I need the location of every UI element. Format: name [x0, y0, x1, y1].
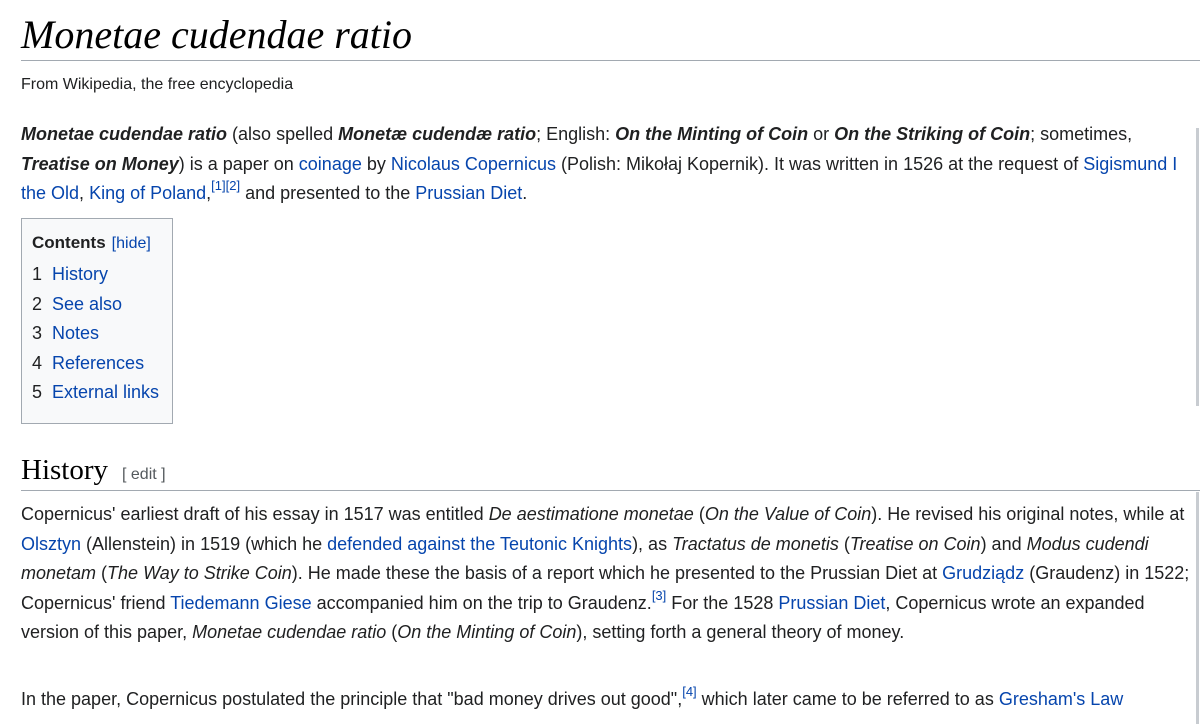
citation-2[interactable]: [2] — [225, 178, 241, 193]
english-title-2: On the Striking of Coin — [834, 124, 1031, 144]
toc-item-external-links[interactable]: 5 External links — [32, 382, 160, 402]
citation-4[interactable]: [4] — [682, 684, 697, 699]
link-copernicus[interactable]: Nicolaus Copernicus — [390, 153, 556, 174]
toc-title: Contents — [32, 233, 106, 252]
toc-item-history[interactable]: 1 History — [32, 264, 109, 284]
link-olsztyn[interactable]: Olsztyn — [21, 533, 82, 554]
toc-header — [32, 231, 162, 256]
toc-hide-toggle[interactable]: [hide] — [111, 235, 151, 252]
tagline: From Wikipedia, the free encyclopedia — [21, 76, 294, 93]
toc-item-see-also[interactable]: 2 See also — [32, 293, 123, 314]
page-title: Monetae cudendae ratio — [21, 12, 412, 57]
citation-1[interactable]: [1] — [211, 178, 226, 193]
link-tiedemann-giese[interactable]: Tiedemann Giese — [170, 592, 312, 613]
section-divider — [21, 490, 1200, 491]
article-name: Monetae cudendae ratio — [21, 124, 228, 144]
toc-item-notes[interactable]: 3 Notes — [32, 323, 100, 343]
link-coinage[interactable]: coinage — [298, 153, 362, 174]
english-title-3: Treatise on Money — [21, 153, 179, 174]
title-divider — [21, 60, 1200, 61]
link-king-of-poland[interactable]: King of Poland — [89, 183, 207, 203]
section-heading-history: History [ edit ] — [21, 454, 166, 486]
table-of-contents — [21, 218, 173, 424]
link-teutonic-knights[interactable]: defended against the Teutonic Knights — [327, 533, 633, 554]
edit-section-link[interactable]: [ edit ] — [122, 466, 166, 483]
link-prussian-diet[interactable]: Prussian Diet — [415, 183, 523, 203]
english-title-1: On the Minting of Coin — [615, 124, 809, 144]
history-paragraph-1: Copernicus' earliest draft of his essay in 1517 was entitled De aestimatione monetae (On the Value of Coin). He revised his original notes, while at Olsztyn (Allenstein) in 1519 (which he defended against the Teutonic Knights), as Tractatus de monetis (Treatise on Coin) and Modus cudendi monetam (The Way to Strike Coin). He made these the basis of a report which he presented to the Prussian Diet at Grudziądz (Graudenz) in 1522; Copernicus' friend Tiedemann Giese accompanied him on the trip to Graudenz.[3] For the 1528 Prussian Diet, Copernicus wrote an expanded version of this paper, Monetae cudendae ratio (On the Minting of Coin), setting forth a general theory of money. — [21, 504, 1190, 642]
intro-paragraph: Monetae cudendae ratio (also spelled Monetæ cudendæ ratio; English: On the Minting of Coin or On the Striking of Coin; sometimes, Treatise on Money) is a paper on coinage by Nicolaus Copernicus (Polish: Mikołaj Kopernik). It was written in 1526 at the request of Sigismund I the Old, King of Poland,[1][2] and presented to the Prussian Diet. — [21, 124, 1178, 203]
link-prussian-diet-2[interactable]: Prussian Diet — [778, 592, 886, 613]
citation-3[interactable]: [3] — [651, 587, 667, 603]
history-paragraph-2: In the paper, Copernicus postulated the principle that "bad money drives out good",[4] which later came to be referred to as Gresham's Law — [21, 684, 1124, 709]
alt-spelling: Monetæ cudendæ ratio — [338, 124, 537, 144]
link-grudziadz[interactable]: Grudziądz — [942, 563, 1025, 583]
toc-item-references[interactable]: 4 References — [32, 352, 145, 373]
toc-list — [32, 260, 162, 408]
link-greshams-law[interactable]: Gresham's Law — [998, 689, 1124, 709]
link-sigismund[interactable]: Sigismund I the Old — [21, 153, 1178, 203]
